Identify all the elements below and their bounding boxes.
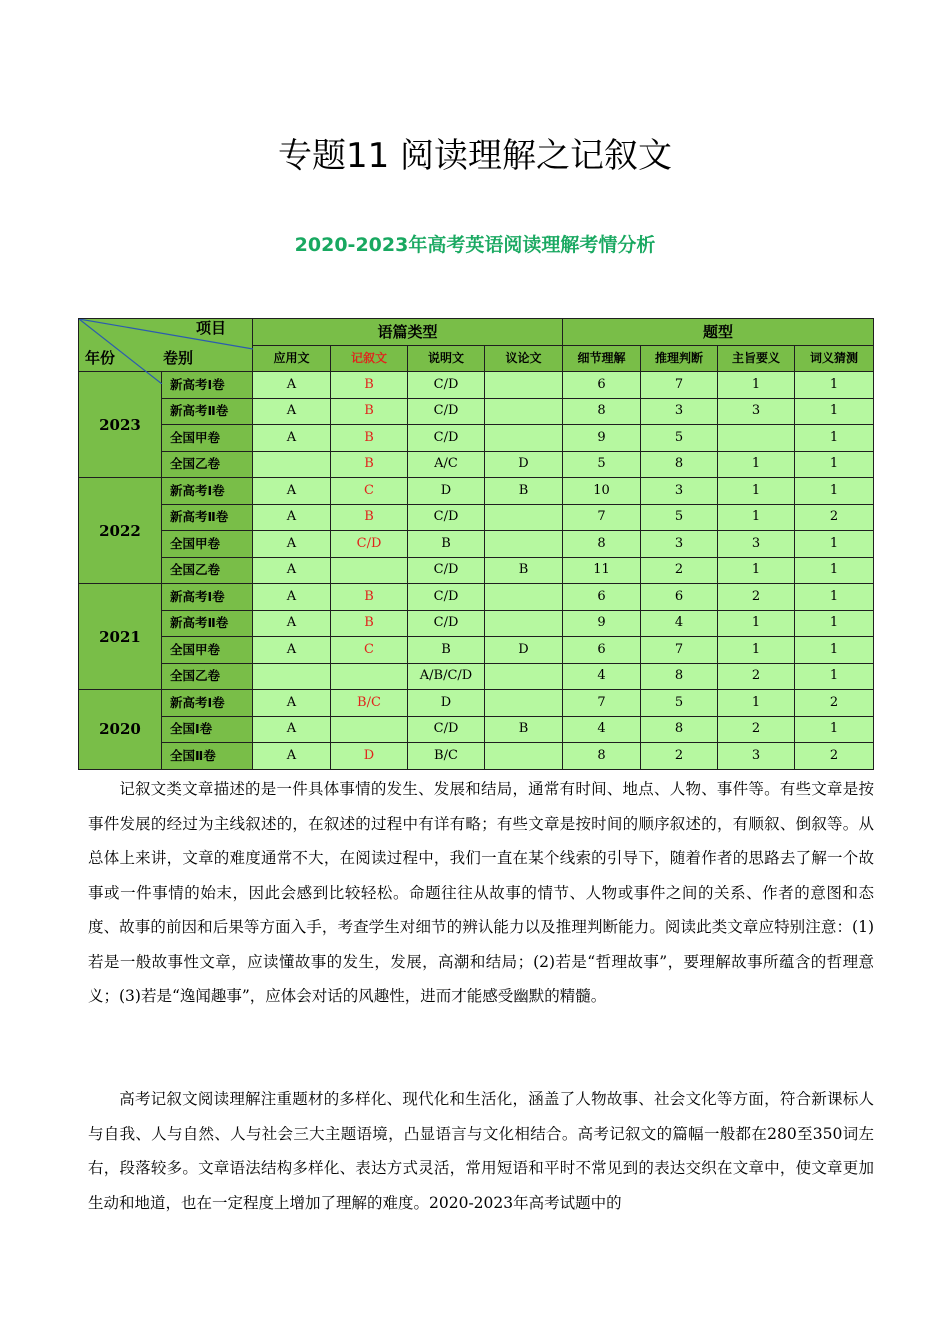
group-header-question: 题型 [563, 319, 874, 346]
value-cell [485, 372, 563, 399]
value-cell: 2 [641, 743, 718, 770]
paper-cell: 全国乙卷 [162, 663, 253, 690]
value-cell: 3 [641, 531, 718, 558]
paragraph-2-text: 高考记叙文阅读理解注重题材的多样化、现代化和生活化，涵盖了人物故事、社会文化等方面，符合新课标人与自我、人与自然、人与社会三大主题语境，凸显语言与文化相结合。高考记叙文的篇幅一般都在280至350词左右，段落较多。文章语法结构多样化、表达方式灵活，常用短语和平时不常见到的表达交织在文章中，使文章更加生动和地道，也在一定程度上增加了理解的难度。2020-2023年高考试题中的 [88, 1090, 874, 1212]
value-cell: 1 [795, 531, 874, 558]
table-row [79, 743, 874, 770]
value-cell: B [331, 398, 408, 425]
value-cell: A [253, 425, 331, 452]
table-row [79, 557, 874, 584]
value-cell: 7 [641, 637, 718, 664]
value-cell: 3 [718, 531, 795, 558]
table-row [79, 610, 874, 637]
value-cell: B [331, 451, 408, 478]
table-row [79, 398, 874, 425]
value-cell: 2 [718, 716, 795, 743]
value-cell: A/C [408, 451, 485, 478]
value-cell: 3 [641, 478, 718, 505]
value-cell: D [485, 637, 563, 664]
value-cell [485, 690, 563, 717]
value-cell: A [253, 584, 331, 611]
value-cell: A [253, 690, 331, 717]
paragraph-2 [88, 1082, 874, 1220]
value-cell: 4 [563, 663, 641, 690]
table-row [79, 584, 874, 611]
section-subtitle: 2020-2023年高考英语阅读理解考情分析 [294, 234, 656, 256]
value-cell: 5 [563, 451, 641, 478]
value-cell: B [331, 425, 408, 452]
value-cell: B [408, 637, 485, 664]
paper-cell: 新高考Ⅰ卷 [162, 690, 253, 717]
paper-cell: 全国甲卷 [162, 425, 253, 452]
value-cell: C/D [331, 531, 408, 558]
value-cell [485, 743, 563, 770]
value-cell: 1 [795, 451, 874, 478]
value-cell: 8 [641, 716, 718, 743]
paper-cell: 新高考Ⅱ卷 [162, 504, 253, 531]
value-cell [485, 504, 563, 531]
value-cell: 2 [718, 663, 795, 690]
paragraph-1-text: 记叙文类文章描述的是一件具体事情的发生、发展和结局，通常有时间、地点、人物、事件等。有些文章是按事件发展的经过为主线叙述的，在叙述的过程中有详有略；有些文章是按时间的顺序叙述的，有顺叙、倒叙等。从总体上来讲，文章的难度通常不大，在阅读过程中，我们一直在某个线索的引导下，随着作者的思路去了解一个故事或一件事情的始末，因此会感到比较轻松。命题往往从故事的情节、人物或事件之间的关系、作者的意图和态度、故事的前因和后果等方面入手，考查学生对细节的辨认能力以及推理判断能力。阅读此类文章应特别注意：(1)若是一般故事性文章，应读懂故事的发生，发展，高潮和结局；(2)若是“哲理故事”，要理解故事所蕴含的哲理意义；(3)若是“逸闻趣事”，应体会对话的风趣性，进而才能感受幽默的精髓。 [88, 780, 874, 1005]
value-cell [253, 663, 331, 690]
value-cell: 2 [795, 504, 874, 531]
value-cell: 2 [641, 557, 718, 584]
column-header: 应用文 [253, 345, 331, 372]
value-cell [331, 557, 408, 584]
value-cell: C [331, 637, 408, 664]
value-cell: C/D [408, 557, 485, 584]
column-header: 细节理解 [563, 345, 641, 372]
value-cell [485, 531, 563, 558]
value-cell: A [253, 478, 331, 505]
value-cell: 3 [718, 398, 795, 425]
value-cell: 5 [641, 690, 718, 717]
value-cell [331, 716, 408, 743]
value-cell: 1 [795, 398, 874, 425]
corner-year-label: 年份 [85, 349, 116, 367]
value-cell: D [331, 743, 408, 770]
paper-cell: 全国Ⅱ卷 [162, 743, 253, 770]
value-cell: 1 [718, 478, 795, 505]
value-cell: A [253, 610, 331, 637]
value-cell: B/C [408, 743, 485, 770]
value-cell: B [331, 584, 408, 611]
value-cell: 5 [641, 425, 718, 452]
value-cell: B/C [331, 690, 408, 717]
value-cell: C [331, 478, 408, 505]
year-cell: 2022 [79, 478, 162, 584]
paper-cell: 全国Ⅰ卷 [162, 716, 253, 743]
column-header: 推理判断 [641, 345, 718, 372]
value-cell: 1 [795, 478, 874, 505]
value-cell: 7 [641, 372, 718, 399]
paper-cell: 全国乙卷 [162, 451, 253, 478]
value-cell: B [485, 557, 563, 584]
value-cell: 1 [718, 372, 795, 399]
paper-cell: 新高考Ⅱ卷 [162, 398, 253, 425]
value-cell: 8 [563, 743, 641, 770]
table-row [79, 504, 874, 531]
value-cell: 1 [718, 690, 795, 717]
value-cell: 1 [795, 663, 874, 690]
value-cell: B [485, 716, 563, 743]
value-cell: A [253, 743, 331, 770]
value-cell: 2 [795, 690, 874, 717]
column-header: 记叙文 [331, 345, 408, 372]
value-cell: 1 [795, 557, 874, 584]
table-corner-header [79, 319, 253, 372]
value-cell [485, 398, 563, 425]
value-cell: C/D [408, 398, 485, 425]
value-cell: 1 [795, 716, 874, 743]
value-cell: 6 [563, 372, 641, 399]
table-row [79, 478, 874, 505]
value-cell: 9 [563, 425, 641, 452]
table-row [79, 716, 874, 743]
column-header: 词义猜测 [795, 345, 874, 372]
value-cell: D [485, 451, 563, 478]
paper-cell: 新高考Ⅰ卷 [162, 584, 253, 611]
value-cell: 7 [563, 690, 641, 717]
corner-item-label: 项目 [196, 319, 227, 337]
paper-cell: 全国甲卷 [162, 637, 253, 664]
value-cell: C/D [408, 504, 485, 531]
value-cell: 1 [718, 610, 795, 637]
paper-cell: 新高考Ⅰ卷 [162, 478, 253, 505]
value-cell: 2 [718, 584, 795, 611]
value-cell: 1 [795, 610, 874, 637]
value-cell: 8 [641, 663, 718, 690]
value-cell: B [331, 610, 408, 637]
value-cell: 10 [563, 478, 641, 505]
value-cell: 9 [563, 610, 641, 637]
value-cell: 4 [641, 610, 718, 637]
year-cell: 2021 [79, 584, 162, 690]
paper-cell: 全国乙卷 [162, 557, 253, 584]
value-cell: 4 [563, 716, 641, 743]
value-cell: A/B/C/D [408, 663, 485, 690]
value-cell: 2 [795, 743, 874, 770]
table-row [79, 451, 874, 478]
value-cell: 1 [795, 584, 874, 611]
value-cell: B [485, 478, 563, 505]
table-row [79, 425, 874, 452]
value-cell: 6 [563, 584, 641, 611]
exam-analysis-table [78, 318, 874, 770]
value-cell: 1 [795, 425, 874, 452]
value-cell: D [408, 478, 485, 505]
corner-paper-label: 卷别 [163, 349, 194, 367]
value-cell: A [253, 637, 331, 664]
value-cell: C/D [408, 425, 485, 452]
paper-cell: 新高考Ⅰ卷 [162, 372, 253, 399]
value-cell: 6 [641, 584, 718, 611]
value-cell: 1 [718, 451, 795, 478]
value-cell: C/D [408, 716, 485, 743]
value-cell: C/D [408, 584, 485, 611]
paragraph-1 [88, 772, 874, 1014]
value-cell: 8 [641, 451, 718, 478]
year-cell: 2020 [79, 690, 162, 770]
value-cell [485, 663, 563, 690]
column-header: 说明文 [408, 345, 485, 372]
value-cell: A [253, 716, 331, 743]
value-cell: B [408, 531, 485, 558]
value-cell: A [253, 557, 331, 584]
value-cell: A [253, 372, 331, 399]
value-cell: 3 [641, 398, 718, 425]
table-row [79, 690, 874, 717]
column-header: 主旨要义 [718, 345, 795, 372]
value-cell: 5 [641, 504, 718, 531]
value-cell: 1 [718, 504, 795, 531]
value-cell: 7 [563, 504, 641, 531]
value-cell: C/D [408, 610, 485, 637]
value-cell: 1 [718, 637, 795, 664]
page-title: 专题11 阅读理解之记叙文 [277, 136, 673, 176]
column-header: 议论文 [485, 345, 563, 372]
value-cell [253, 451, 331, 478]
value-cell [331, 663, 408, 690]
value-cell: 11 [563, 557, 641, 584]
value-cell: 1 [795, 637, 874, 664]
year-cell: 2023 [79, 372, 162, 478]
value-cell [485, 610, 563, 637]
value-cell: 8 [563, 398, 641, 425]
value-cell [485, 425, 563, 452]
value-cell: 1 [718, 557, 795, 584]
group-header-passage: 语篇类型 [253, 319, 563, 346]
value-cell [485, 584, 563, 611]
table-row [79, 637, 874, 664]
value-cell [718, 425, 795, 452]
table-row [79, 663, 874, 690]
value-cell: B [331, 504, 408, 531]
paper-cell: 新高考Ⅱ卷 [162, 610, 253, 637]
value-cell: 3 [718, 743, 795, 770]
value-cell: 6 [563, 637, 641, 664]
value-cell: A [253, 398, 331, 425]
value-cell: D [408, 690, 485, 717]
value-cell: 8 [563, 531, 641, 558]
value-cell: B [331, 372, 408, 399]
paper-cell: 全国甲卷 [162, 531, 253, 558]
value-cell: A [253, 504, 331, 531]
table-row [79, 531, 874, 558]
value-cell: C/D [408, 372, 485, 399]
value-cell: A [253, 531, 331, 558]
value-cell: 1 [795, 372, 874, 399]
